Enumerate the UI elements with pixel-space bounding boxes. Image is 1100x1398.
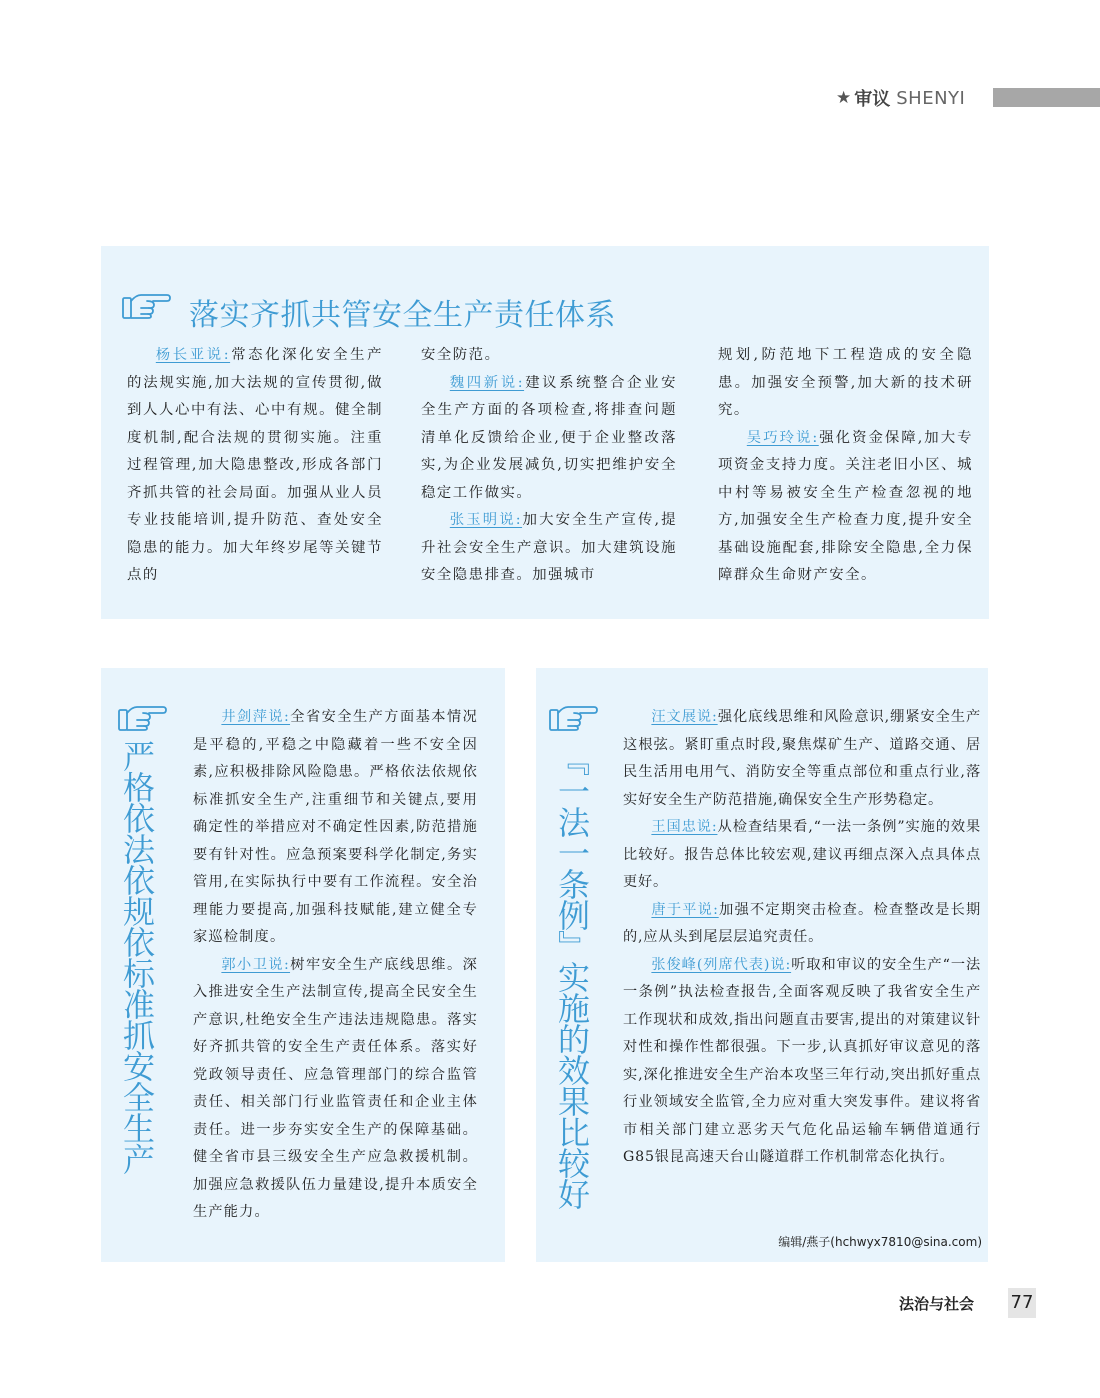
box-implementation-effect [536, 668, 988, 1262]
paragraph [718, 425, 973, 590]
paragraph-text: 树牢安全生产底线思维。深入推进安全生产法制宣传,提高全民安全生产意识,杜绝安全生产违法违规隐患。落实好齐抓共管的安全生产责任体系。落实好党政领导责任、应急管理部门的综合监管责任、相关部门行业监管责任和企业主体责任。进一步夯实安全生产的保障基础。健全省市县三级安全生产应急救援机制。加强应急救援队伍力量建设,提升本质安全生产能力。 [193, 956, 478, 1220]
box-title: 落实齐抓共管安全生产责任体系 [189, 298, 616, 333]
speaker-name: 唐于平说: [651, 901, 719, 918]
page-number: 77 [1008, 1288, 1036, 1318]
paragraph [193, 952, 478, 1227]
speaker-name: 张玉明说: [449, 512, 523, 528]
paragraph [623, 897, 981, 952]
paragraph [623, 814, 981, 897]
section-title-cn: 审议 [854, 89, 891, 110]
paragraph-text: 常态化深化安全生产的法规实施,加大法规的宣传贯彻,做到人人心中有法、心中有规。健全制度机制,配合法规的贯彻实施。注重过程管理,加大隐患整改,形成各部门齐抓共管的社会局面。加强从业人员专业技能培训,提升防范、查处安全隐患的能力。加大年终岁尾等关键节点的 [127, 347, 383, 583]
section-header [836, 86, 965, 110]
editor-credit: 编辑/燕子(hchwyx7810@sina.com) [778, 1235, 982, 1249]
paragraph-continued: 规划,防范地下工程造成的安全隐患。加强安全预警,加大新的技术研究。 [718, 347, 973, 418]
box-responsibility-system [101, 246, 989, 619]
text-column [623, 704, 981, 1172]
paragraph-text: 强化资金保障,加大专项资金支持力度。关注老旧小区、城中村等易被安全生产检查忽视的地方,加强安全生产检查力度,提升安全基础设施配套,排除安全隐患,全力保障群众生命财产安全。 [718, 429, 973, 583]
speaker-name: 杨长亚说: [155, 347, 231, 363]
paragraph-text: 强化底线思维和风险意识,绷紧安全生产这根弦。紧盯重点时段,聚焦煤矿生产、道路交通、居民生活用电用气、消防安全等重点部位和重点行业,落实好安全生产防范措施,确保安全生产形势稳定。 [623, 709, 982, 808]
paragraph [623, 952, 981, 1172]
paragraph [127, 342, 383, 590]
pointing-hand-icon [117, 704, 167, 732]
paragraph-text: 听取和审议的安全生产“一法一条例”执法检查报告,全面客观反映了我省安全生产工作现状和成效,指出问题直击要害,提出的对策建议针对性和操作性都很强。下一步,认真抓好审议意见的落实,深化推进安全生产治本攻坚三年行动,突出抓好重点行业领域安全监管,全力应对重大突发事件。建议将省市相关部门建立恶劣天气危化品运输车辆借道通行G85银昆高速天台山隧道群工作机制常态化执行。 [623, 956, 982, 1165]
magazine-name: 法治与社会 [899, 1295, 975, 1313]
text-column-1 [127, 342, 383, 590]
text-column [193, 704, 478, 1227]
paragraph [421, 370, 677, 508]
paragraph-text: 建议系统整合企业安全生产方面的各项检查,将排查问题清单化反馈给企业,便于企业整改落实,为企业发展减负,切实把维护安全稳定工作做实。 [421, 374, 677, 501]
speaker-name: 井剑萍说: [221, 709, 291, 725]
speaker-name: 王国忠说: [651, 819, 718, 835]
speaker-name: 张俊峰(列席代表)说: [651, 956, 792, 973]
paragraph-text: 加大安全生产宣传,提升社会安全生产意识。加大建筑设施安全隐患排查。加强城市 [421, 512, 678, 583]
paragraph-continued: 安全防范。 [421, 347, 501, 363]
pointing-hand-icon [121, 292, 171, 320]
paragraph [421, 507, 677, 590]
speaker-name: 吴巧玲说: [746, 429, 819, 446]
text-column-2 [421, 342, 677, 590]
speaker-name: 魏四新说: [449, 374, 525, 391]
box-title-vertical: 严格依法依规依标准抓安全生产 [118, 740, 156, 1174]
paragraph-text: 从检查结果看,“一法一条例”实施的效果比较好。报告总体比较宏观,建议再细点深入点具体点更好。 [623, 819, 982, 890]
pointing-hand-icon [548, 704, 598, 732]
text-column-3 [718, 342, 973, 590]
paragraph [623, 704, 981, 814]
speaker-name: 郭小卫说: [221, 956, 291, 973]
speaker-name: 汪文展说: [651, 709, 718, 725]
header-decor-bar [993, 88, 1100, 107]
star-icon: ★ [836, 88, 852, 108]
section-title-en: SHENYI [896, 87, 966, 109]
box-title-vertical: 『一法一条例』实施的效果比较好 [553, 744, 591, 1209]
paragraph-text: 全省安全生产方面基本情况是平稳的,平稳之中隐藏着一些不安全因素,应积极排除风险隐患。严格依法依规依标准抓安全生产,注重细节和关键点,要用确定性的举措应对不确定性因素,防范措施要有针对性。应急预案要科学化制定,务实管用,在实际执行中要有工作流程。安全治理能力要提高,加强科技赋能,建立健全专家巡检制度。 [193, 709, 478, 945]
paragraph [193, 704, 478, 952]
box-law-based-safety [101, 668, 505, 1262]
paragraph-text: 加强不定期突击检查。检查整改是长期的,应从头到尾层层追究责任。 [623, 901, 982, 945]
